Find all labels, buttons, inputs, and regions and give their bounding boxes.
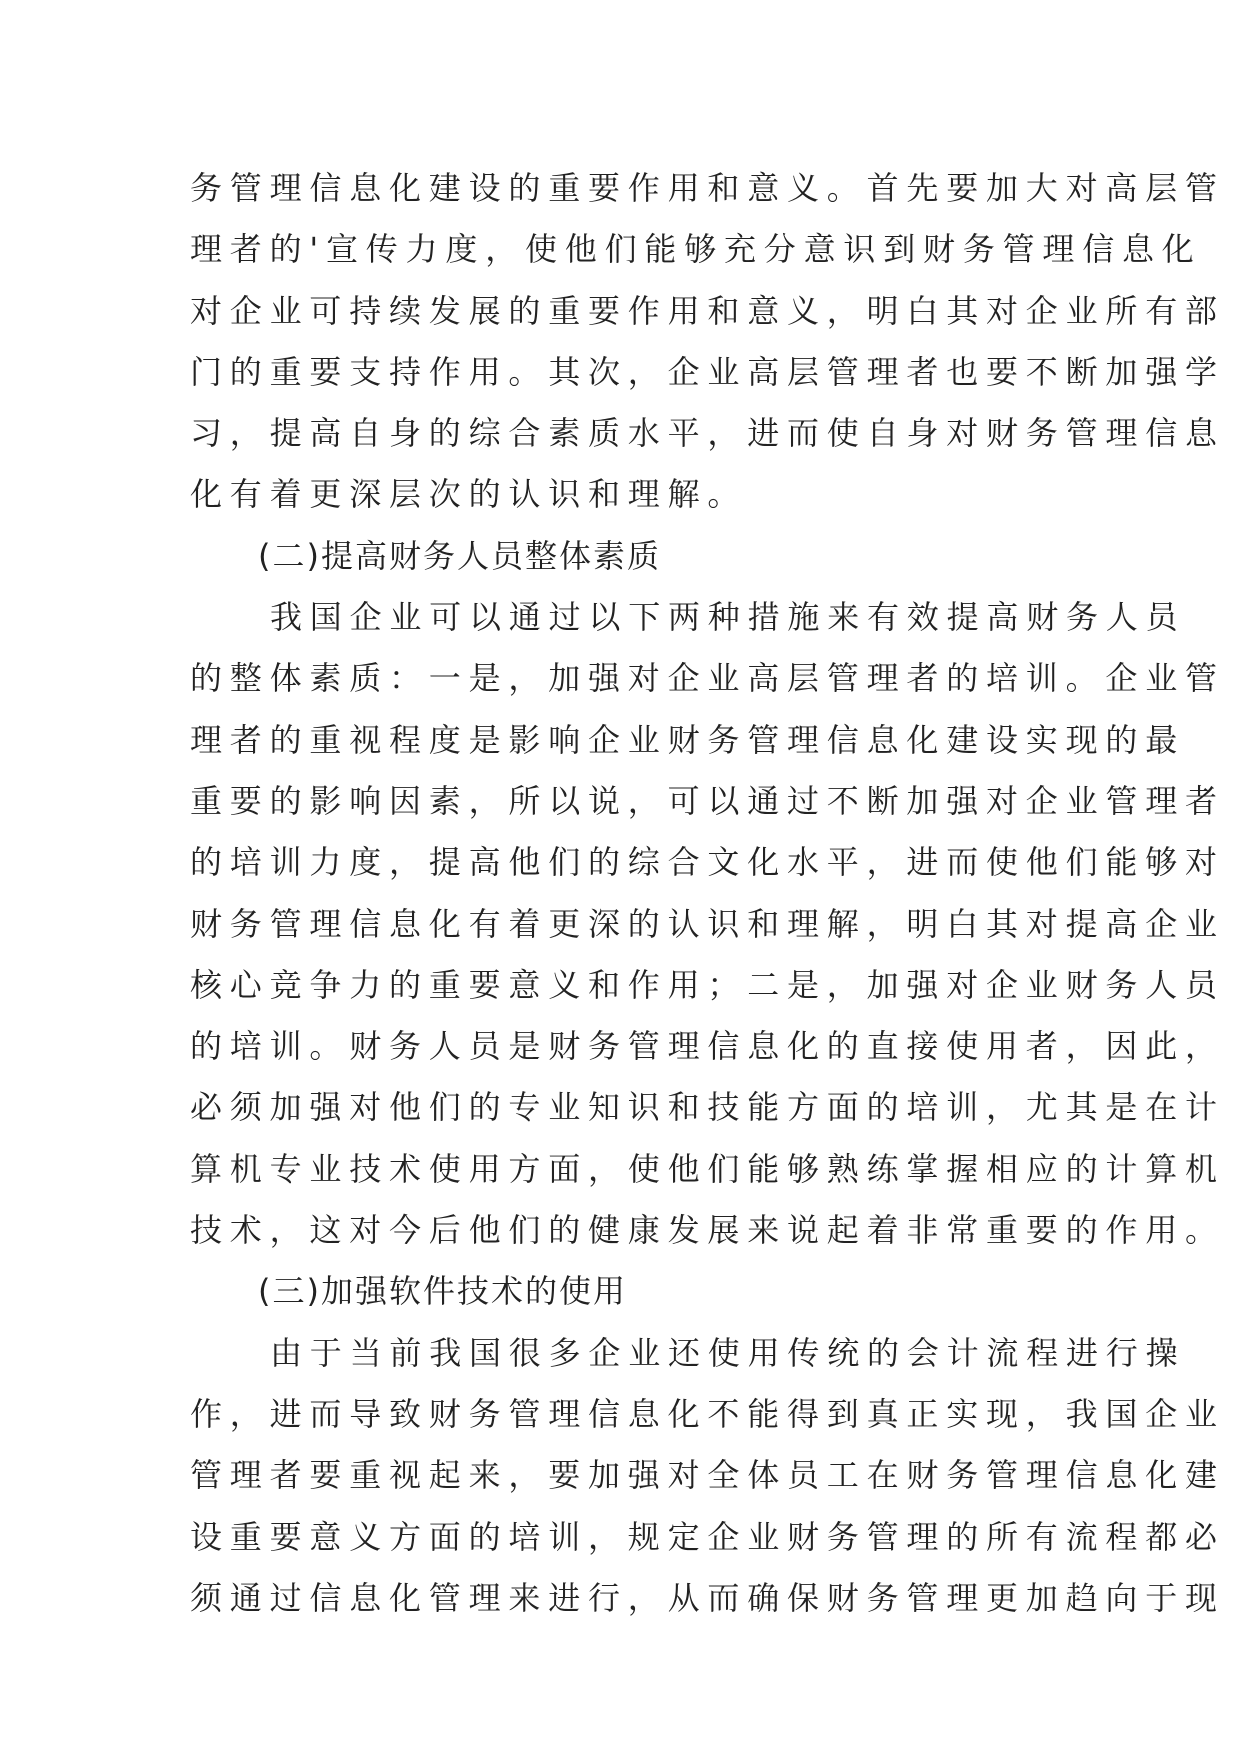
text-line: 习，提高自身的综合素质水平，进而使自身对财务管理信息 (190, 414, 1225, 453)
text-line: 财务管理信息化有着更深的认识和理解，明白其对提高企业 (190, 904, 1225, 943)
text-line: 核心竞争力的重要意义和作用；二是，加强对企业财务人员 (190, 965, 1225, 1004)
text-line: 管理者要重视起来，要加强对全体员工在财务管理信息化建 (190, 1456, 1225, 1495)
section-heading: (三)加强软件技术的使用 (258, 1272, 627, 1311)
document-body (190, 158, 1225, 1629)
text-line: 理者的'宣传力度，使他们能够充分意识到财务管理信息化 (190, 230, 1202, 269)
text-line: 必须加强对他们的专业知识和技能方面的培训，尤其是在计 (190, 1088, 1225, 1127)
section-heading: (二)提高财务人员整体素质 (258, 536, 661, 575)
text-line: 的培训力度，提高他们的综合文化水平，进而使他们能够对 (190, 843, 1225, 882)
text-line: 重要的影响因素，所以说，可以通过不断加强对企业管理者 (190, 781, 1225, 820)
text-line: 须通过信息化管理来进行，从而确保财务管理更加趋向于现 (190, 1578, 1225, 1617)
paragraph-first-line: 由于当前我国很多企业还使用传统的会计流程进行操 (270, 1333, 1186, 1372)
text-line: 技术，这对今后他们的健康发展来说起着非常重要的作用。 (190, 1211, 1225, 1250)
text-line: 作，进而导致财务管理信息化不能得到真正实现，我国企业 (190, 1394, 1225, 1433)
text-line: 对企业可持续发展的重要作用和意义，明白其对企业所有部 (190, 291, 1225, 330)
text-line: 理者的重视程度是影响企业财务管理信息化建设实现的最 (190, 720, 1186, 759)
text-line: 算机专业技术使用方面，使他们能够熟练掌握相应的计算机 (190, 1149, 1225, 1188)
text-line: 务管理信息化建设的重要作用和意义。首先要加大对高层管 (190, 169, 1225, 207)
text-line: 门的重要支持作用。其次，企业高层管理者也要不断加强学 (190, 352, 1225, 391)
text-line: 的整体素质：一是，加强对企业高层管理者的培训。企业管 (190, 659, 1225, 698)
text-line: 的培训。财务人员是财务管理信息化的直接使用者，因此， (190, 1027, 1225, 1066)
text-line: 设重要意义方面的培训，规定企业财务管理的所有流程都必 (190, 1517, 1225, 1556)
text-line: 化有着更深层次的认识和理解。 (190, 475, 748, 514)
paragraph-first-line: 我国企业可以通过以下两种措施来有效提高财务人员 (270, 598, 1186, 637)
